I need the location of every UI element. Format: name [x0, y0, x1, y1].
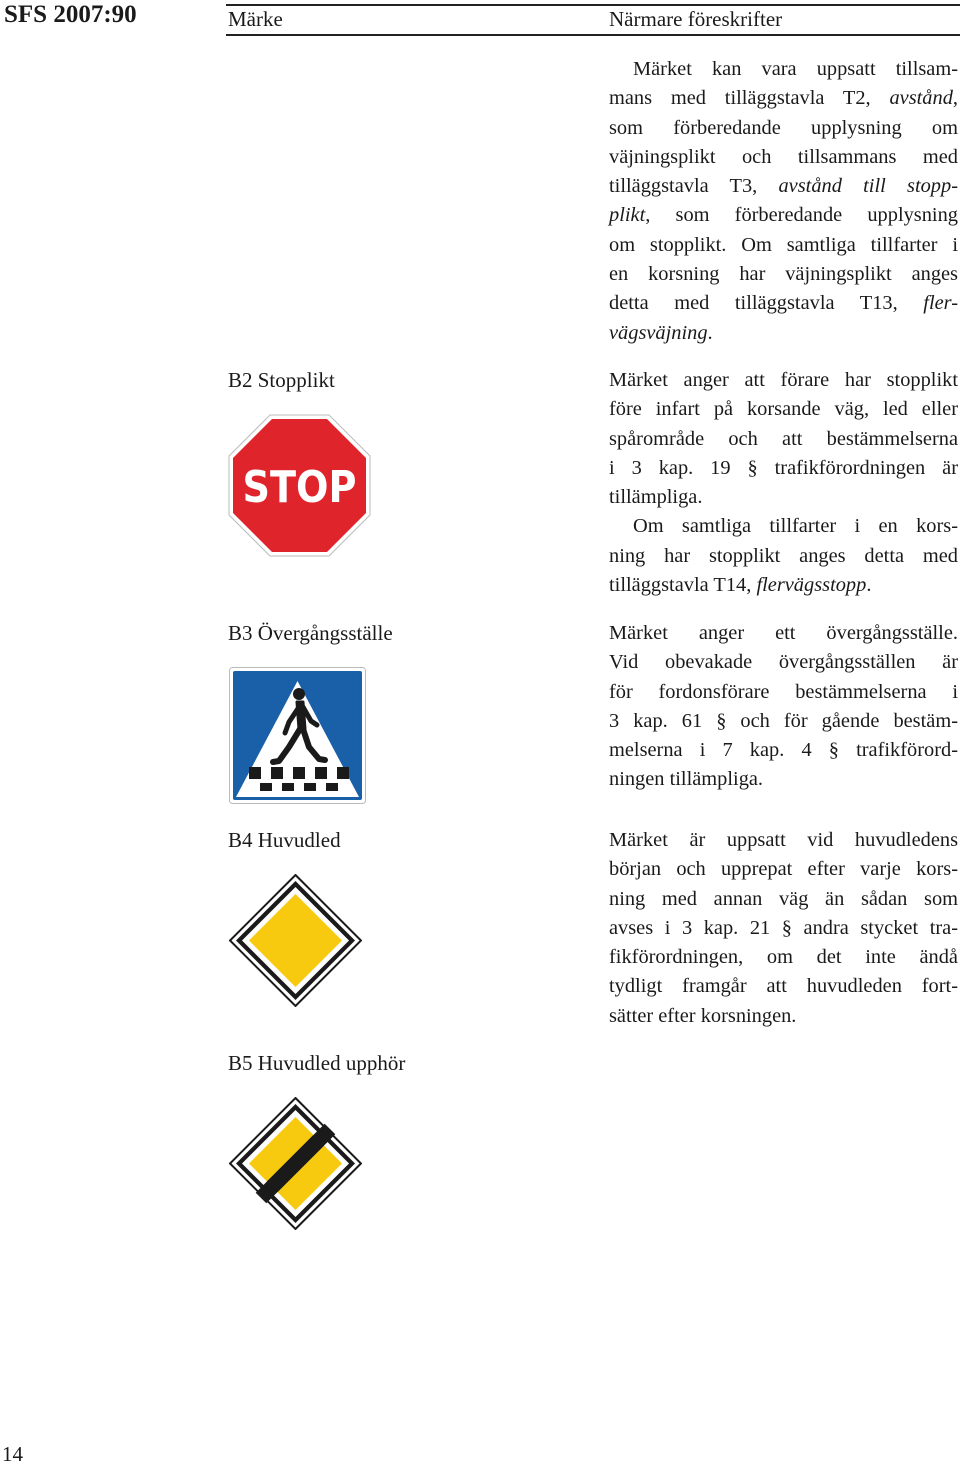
text-line: sätter efter korsningen.	[609, 1004, 797, 1027]
text-line: som förberedande upplysning om	[609, 116, 958, 139]
text-line: början och upprepat efter varje kors-	[609, 858, 958, 881]
rules-b4	[609, 826, 958, 1031]
stop-sign-icon	[228, 414, 371, 557]
text-line: ning med annan väg än sådan som	[609, 887, 958, 910]
end-of-priority-road-icon	[229, 1097, 362, 1230]
document-id: SFS 2007:90	[4, 1, 137, 28]
text-line: Märket anger ett övergångsställe.	[609, 622, 958, 644]
text-line: detta med tilläggstavla T13, fler-	[609, 292, 958, 315]
sign-label-b4: B4 Huvudled	[228, 828, 341, 852]
text-line: 3 kap. 61 § och för gående bestäm-	[609, 709, 958, 732]
text-line: avses i 3 kap. 21 § andra stycket tra-	[609, 916, 958, 939]
header-top-rule	[226, 4, 960, 6]
sign-label-b3: B3 Övergångsställe	[228, 621, 393, 645]
text-line: Märket kan vara uppsatt tillsam-	[633, 58, 958, 80]
pedestrian-crossing-icon	[229, 667, 366, 804]
text-line: tillämpliga.	[609, 486, 703, 509]
text-line: Märket är uppsatt vid huvudledens	[609, 829, 958, 851]
text-line: mans med tilläggstavla T2, avstånd,	[609, 87, 958, 110]
rules-b2	[609, 366, 958, 600]
column-header-rules: Närmare föreskrifter	[609, 7, 783, 31]
text-line: tydligt framgår att huvudleden fort-	[609, 975, 958, 998]
text-line: spårområde och att bestämmelserna	[609, 427, 958, 450]
priority-road-icon	[229, 874, 362, 1007]
text-line: Om samtliga tillfarter i en kors-	[633, 515, 958, 538]
text-line: ningen tillämpliga.	[609, 768, 764, 791]
text-line: i 3 kap. 19 § trafikförordningen är	[609, 456, 958, 479]
text-line: plikt, som förberedande upplysning	[609, 204, 958, 227]
text-line: melserna i 7 kap. 4 § trafikförord-	[609, 739, 958, 762]
sign-label-b2: B2 Stopplikt	[228, 368, 335, 392]
text-line: fikförordningen, om det inte ändå	[609, 946, 958, 969]
text-line: väjningsplikt och tillsammans med	[609, 145, 958, 168]
sign-label-b5: B5 Huvudled upphör	[228, 1051, 406, 1075]
page-number: 14	[2, 1442, 23, 1466]
rules-b3	[609, 619, 958, 795]
text-line: om stopplikt. Om samtliga tillfarter i	[609, 233, 958, 256]
column-header-sign: Märke	[228, 7, 283, 31]
stop-sign-text: STOP	[242, 462, 357, 513]
text-line: tilläggstavla T3, avstånd till stopp-	[609, 175, 958, 198]
text-line: ning har stopplikt anges detta med	[609, 544, 958, 567]
text-line: Märket anger att förare har stopplikt	[609, 369, 958, 391]
text-line: för fordonsförare bestämmelserna i	[609, 680, 958, 703]
text-line: en korsning har väjningsplikt anges	[609, 263, 958, 286]
text-line: Vid obevakade övergångsställen är	[609, 651, 958, 674]
text-line: tilläggstavla T14, flervägsstopp.	[609, 574, 872, 597]
text-line: vägsväjning.	[609, 321, 713, 344]
header-bottom-rule	[226, 34, 960, 36]
intro-paragraph	[609, 55, 958, 348]
text-line: före infart på korsande väg, led eller	[609, 398, 958, 421]
